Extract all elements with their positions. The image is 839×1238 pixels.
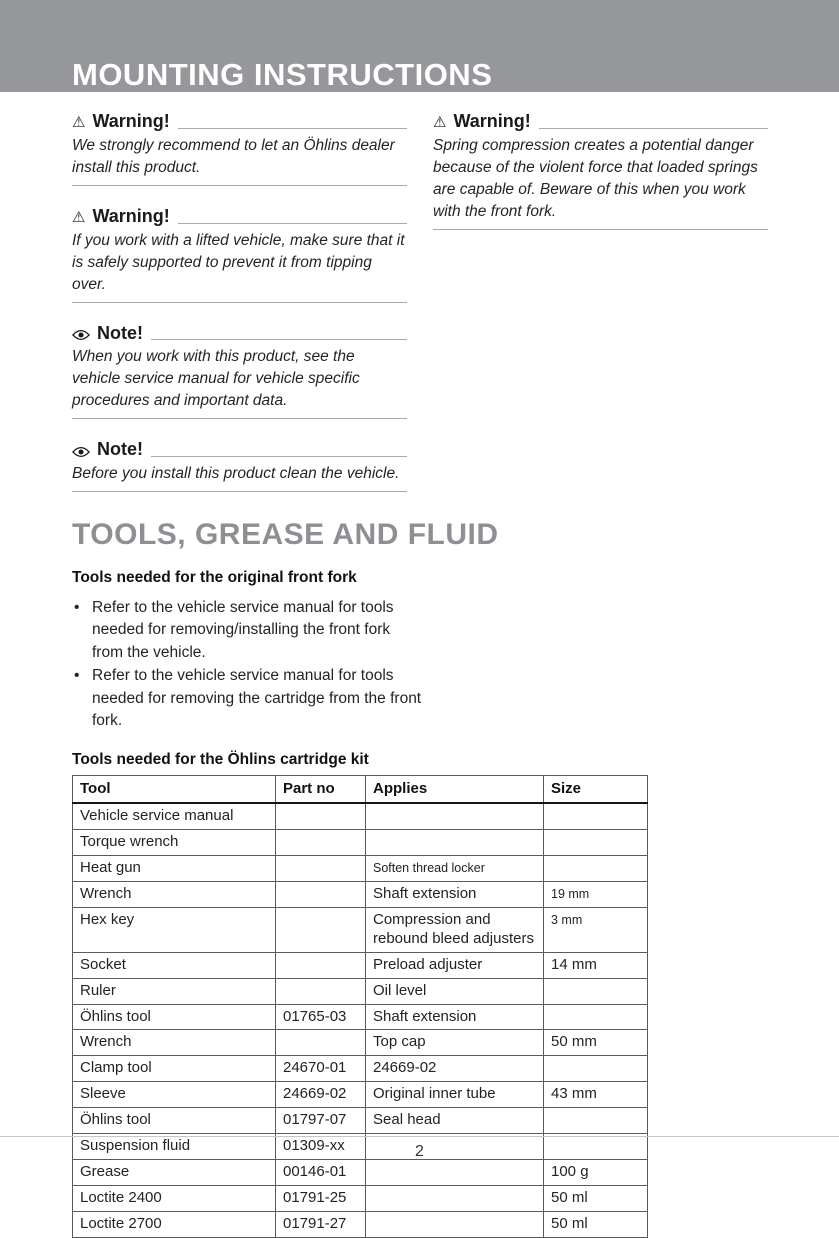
- table-cell: Heat gun: [73, 856, 276, 882]
- page-number: 2: [415, 1143, 424, 1160]
- warning-heading: [72, 112, 407, 132]
- warning-heading: [72, 207, 407, 227]
- table-cell: Vehicle service manual: [73, 803, 276, 829]
- warning-section: [433, 112, 768, 230]
- table-row: [73, 907, 648, 952]
- heading-rule: [539, 128, 768, 129]
- table-cell: 43 mm: [544, 1082, 648, 1108]
- table-cell: [544, 1004, 648, 1030]
- table-cell: [276, 978, 366, 1004]
- table-cell: Seal head: [366, 1108, 544, 1134]
- table-cell: [544, 978, 648, 1004]
- table-cell: 01309-xx: [276, 1133, 366, 1159]
- table-cell: Compression and rebound bleed adjusters: [366, 907, 544, 952]
- table-row: [73, 803, 648, 829]
- column-header: Applies: [366, 775, 544, 803]
- heading-rule: [178, 128, 407, 129]
- note-section: [72, 324, 407, 420]
- table-row: [73, 830, 648, 856]
- table-cell: Oil level: [366, 978, 544, 1004]
- note-label: Note!: [97, 322, 143, 343]
- warning-note-columns: [72, 112, 768, 513]
- table-row: [73, 1108, 648, 1134]
- table-cell: 00146-01: [276, 1159, 366, 1185]
- note-text: When you work with this product, see the vehicle service manual for vehicle specific procedures and important data.: [72, 348, 360, 410]
- warning-text: If you work with a lifted vehicle, make sure that it is safely supported to prevent it from tipping over.: [72, 231, 405, 293]
- table-cell: [366, 1159, 544, 1185]
- warning-text: Spring compression creates a potential danger because of the violent force that loaded springs are capable of. Beware of this when you work with the front fork.: [433, 136, 758, 220]
- bullet-item: • Refer to the vehicle service manual for tools needed for removing/installing the front fork from the vehicle.: [72, 597, 424, 664]
- footer-rule: [0, 1136, 839, 1137]
- table-cell: Öhlins tool: [73, 1004, 276, 1030]
- table-cell: [276, 830, 366, 856]
- table-cell: [276, 856, 366, 882]
- table-cell: Loctite 2400: [73, 1185, 276, 1211]
- table-cell: [366, 1185, 544, 1211]
- tools-bullet-list: [72, 597, 424, 733]
- table-row: [73, 1211, 648, 1237]
- table-cell: Torque wrench: [73, 830, 276, 856]
- warning-triangle-icon: ⚠: [433, 112, 447, 131]
- warning-text: We strongly recommend to let an Öhlins dealer install this product.: [72, 136, 395, 176]
- table-row: [73, 856, 648, 882]
- table-cell: Suspension fluid: [73, 1133, 276, 1159]
- table-cell: 24669-02: [276, 1082, 366, 1108]
- warning-label: Warning!: [92, 111, 170, 131]
- table-header-row: [73, 775, 648, 803]
- column-header: Tool: [73, 775, 276, 803]
- table-cell: Öhlins tool: [73, 1108, 276, 1134]
- table-cell: Socket: [73, 952, 276, 978]
- table-row: [73, 882, 648, 908]
- table-row: [73, 1082, 648, 1108]
- table-cell: Wrench: [73, 1030, 276, 1056]
- table-cell: Loctite 2700: [73, 1211, 276, 1237]
- eye-icon: [72, 446, 90, 458]
- bullet-item: • Refer to the vehicle service manual for tools needed for removing the cartridge from the front fork.: [72, 665, 424, 732]
- table-cell: [544, 1108, 648, 1134]
- table-cell: [366, 1211, 544, 1237]
- table-cell: [276, 952, 366, 978]
- table-cell: [276, 803, 366, 829]
- warning-section: [72, 207, 407, 303]
- warning-label: Warning!: [453, 111, 531, 131]
- table-cell: [276, 1030, 366, 1056]
- table-cell: [276, 882, 366, 908]
- table-cell: Ruler: [73, 978, 276, 1004]
- subheading-original-front-fork: Tools needed for the original front fork: [72, 568, 357, 586]
- table-cell: Grease: [73, 1159, 276, 1185]
- note-text: Before you install this product clean the vehicle.: [72, 465, 400, 483]
- table-cell: [544, 1056, 648, 1082]
- warning-triangle-icon: ⚠: [72, 207, 86, 226]
- note-section: [72, 440, 407, 492]
- table-cell: 14 mm: [544, 952, 648, 978]
- table-cell: 3 mm: [544, 907, 648, 952]
- table-cell: Clamp tool: [73, 1056, 276, 1082]
- subheading-cartridge-kit: Tools needed for the Öhlins cartridge kit: [72, 750, 369, 768]
- table-row: [73, 1004, 648, 1030]
- warning-label: Warning!: [92, 205, 170, 226]
- table-cell: Top cap: [366, 1030, 544, 1056]
- table-cell: [276, 907, 366, 952]
- table-cell: Shaft extension: [366, 1004, 544, 1030]
- note-heading: [72, 324, 407, 344]
- table-row: [73, 1056, 648, 1082]
- column-header: Part no: [276, 775, 366, 803]
- table-cell: [544, 803, 648, 829]
- page-header-band: [0, 0, 839, 92]
- page-content: [0, 92, 839, 1238]
- table-cell: 01791-25: [276, 1185, 366, 1211]
- heading-rule: [151, 339, 407, 340]
- table-cell: 50 ml: [544, 1211, 648, 1237]
- table-cell: Wrench: [73, 882, 276, 908]
- table-cell: 50 mm: [544, 1030, 648, 1056]
- table-cell: 24670-01: [276, 1056, 366, 1082]
- left-column: [72, 112, 407, 513]
- note-label: Note!: [97, 439, 143, 460]
- table-cell: [544, 830, 648, 856]
- table-cell: 24669-02: [366, 1056, 544, 1082]
- table-cell: Sleeve: [73, 1082, 276, 1108]
- table-cell: Soften thread locker: [366, 856, 544, 882]
- table-row: [73, 952, 648, 978]
- heading-rule: [151, 456, 407, 457]
- note-heading: [72, 440, 407, 460]
- tools-section-heading: TOOLS, GREASE AND FLUID: [72, 518, 499, 552]
- table-cell: Original inner tube: [366, 1082, 544, 1108]
- table-cell: Hex key: [73, 907, 276, 952]
- table-cell: [366, 830, 544, 856]
- warning-section: [72, 112, 407, 186]
- warning-heading: [433, 112, 768, 132]
- heading-rule: [178, 223, 407, 224]
- table-row: [73, 1030, 648, 1056]
- table-cell: 19 mm: [544, 882, 648, 908]
- table-row: [73, 978, 648, 1004]
- table-cell: [544, 856, 648, 882]
- table-cell: 50 ml: [544, 1185, 648, 1211]
- tools-table: [72, 775, 648, 1238]
- table-cell: Preload adjuster: [366, 952, 544, 978]
- table-cell: [366, 803, 544, 829]
- warning-triangle-icon: ⚠: [72, 112, 86, 131]
- right-column: [433, 112, 768, 513]
- page-title: MOUNTING INSTRUCTIONS: [72, 57, 493, 92]
- eye-icon: [72, 329, 90, 341]
- table-cell: 01791-27: [276, 1211, 366, 1237]
- table-row: [73, 1185, 648, 1211]
- table-cell: Shaft extension: [366, 882, 544, 908]
- table-cell: 100 g: [544, 1159, 648, 1185]
- table-cell: 01797-07: [276, 1108, 366, 1134]
- table-row: [73, 1159, 648, 1185]
- column-header: Size: [544, 775, 648, 803]
- table-cell: 01765-03: [276, 1004, 366, 1030]
